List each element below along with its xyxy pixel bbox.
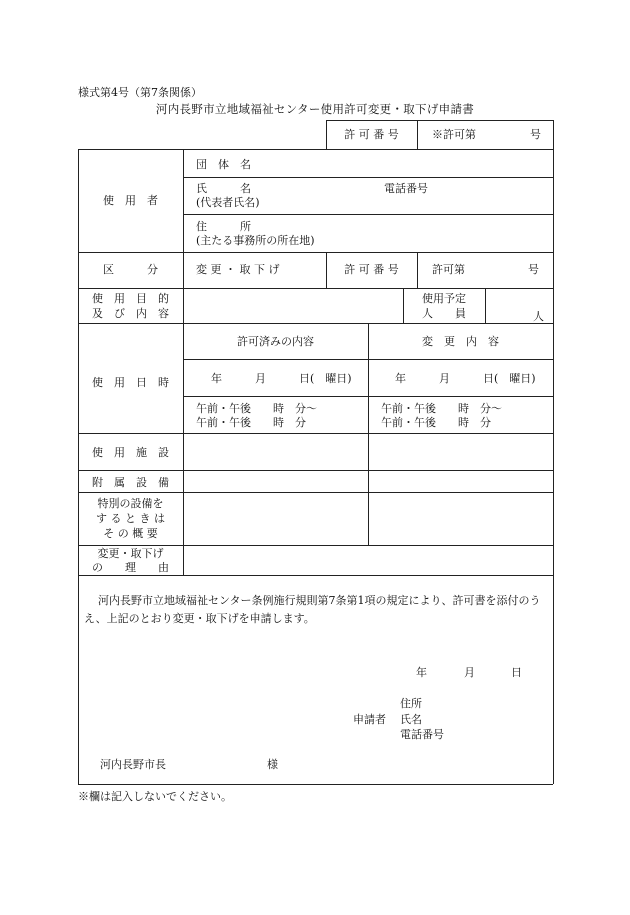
change-date: 年 月 日( 曜日) [395,372,536,385]
org-name-label: 団 体 名 [196,158,251,171]
special-equipment-label: 特別の設備を [97,497,164,510]
permitted-date: 年 月 日( 曜日) [211,372,352,385]
permit-number-value: ※許可第 [432,128,476,141]
phone-label: 電話番号 [384,182,428,195]
expected-attendance-unit: 人 [533,310,544,323]
permit-number-label: 許 可 番 号 [344,128,399,141]
reason-label: 変更・取下げ [97,547,164,560]
category-permit-label: 許 可 番 号 [344,263,399,276]
change-content-header: 変 更 内 容 [422,335,499,348]
honorific: 様 [267,758,278,771]
form-number: 様式第4号（第7条関係） [78,86,202,99]
date-month: 月 [464,666,475,679]
applicant-label: 申請者 [353,713,386,726]
change-time-start: 午前・午後 時 分～ [381,402,502,415]
applicant-phone-label: 電話番号 [400,728,444,741]
declaration-text: 河内長野市立地域福祉センター条例施行規則第7条第1項の規定により、許可書を添付のうえ、上記のとおり変更・取下げを申請します。 [84,594,541,626]
category-label: 区 分 [103,263,158,276]
addressee: 河内長野市長 [100,758,166,771]
name-label: 氏 名 [196,182,251,195]
usage-datetime-label: 使 用 日 時 [92,376,169,389]
category-permit-suffix: 号 [528,263,539,276]
purpose-label: 使 用 目 的 [92,292,169,305]
expected-attendance-label-2: 人 員 [422,307,466,320]
permit-number-suffix: 号 [530,128,541,141]
form-title: 河内長野市立地域福祉センター使用許可変更・取下げ申請書 [155,102,475,116]
category-value: 変 更 ・ 取 下 げ [196,263,280,276]
expected-attendance-label: 使用予定 [422,292,466,305]
permitted-content-header: 許可済みの内容 [237,335,314,348]
date-year: 年 [416,666,427,679]
applicant-name-label: 氏名 [400,713,422,726]
name-sub-label: (代表者氏名) [196,196,260,209]
purpose-label-2: 及 び 内 容 [92,307,169,320]
special-equipment-label-2: す る と き は [96,512,165,525]
applicant-address-label: 住所 [400,697,422,710]
date-day: 日 [511,666,522,679]
equipment-label: 附 属 設 備 [92,476,169,489]
reason-label-2: の 理 由 [92,561,169,574]
user-label: 使 用 者 [103,194,158,207]
category-permit-value: 許可第 [432,263,465,276]
footnote: ※欄は記入しないでください。 [78,790,232,803]
change-time-end: 午前・午後 時 分 [381,416,491,429]
permitted-time-end: 午前・午後 時 分 [196,416,306,429]
address-sub-label: (主たる事務所の所在地) [196,234,315,247]
permitted-time-start: 午前・午後 時 分～ [196,402,317,415]
special-equipment-label-3: そ の 概 要 [103,527,158,540]
facility-label: 使 用 施 設 [92,446,169,459]
address-label: 住 所 [196,220,251,233]
